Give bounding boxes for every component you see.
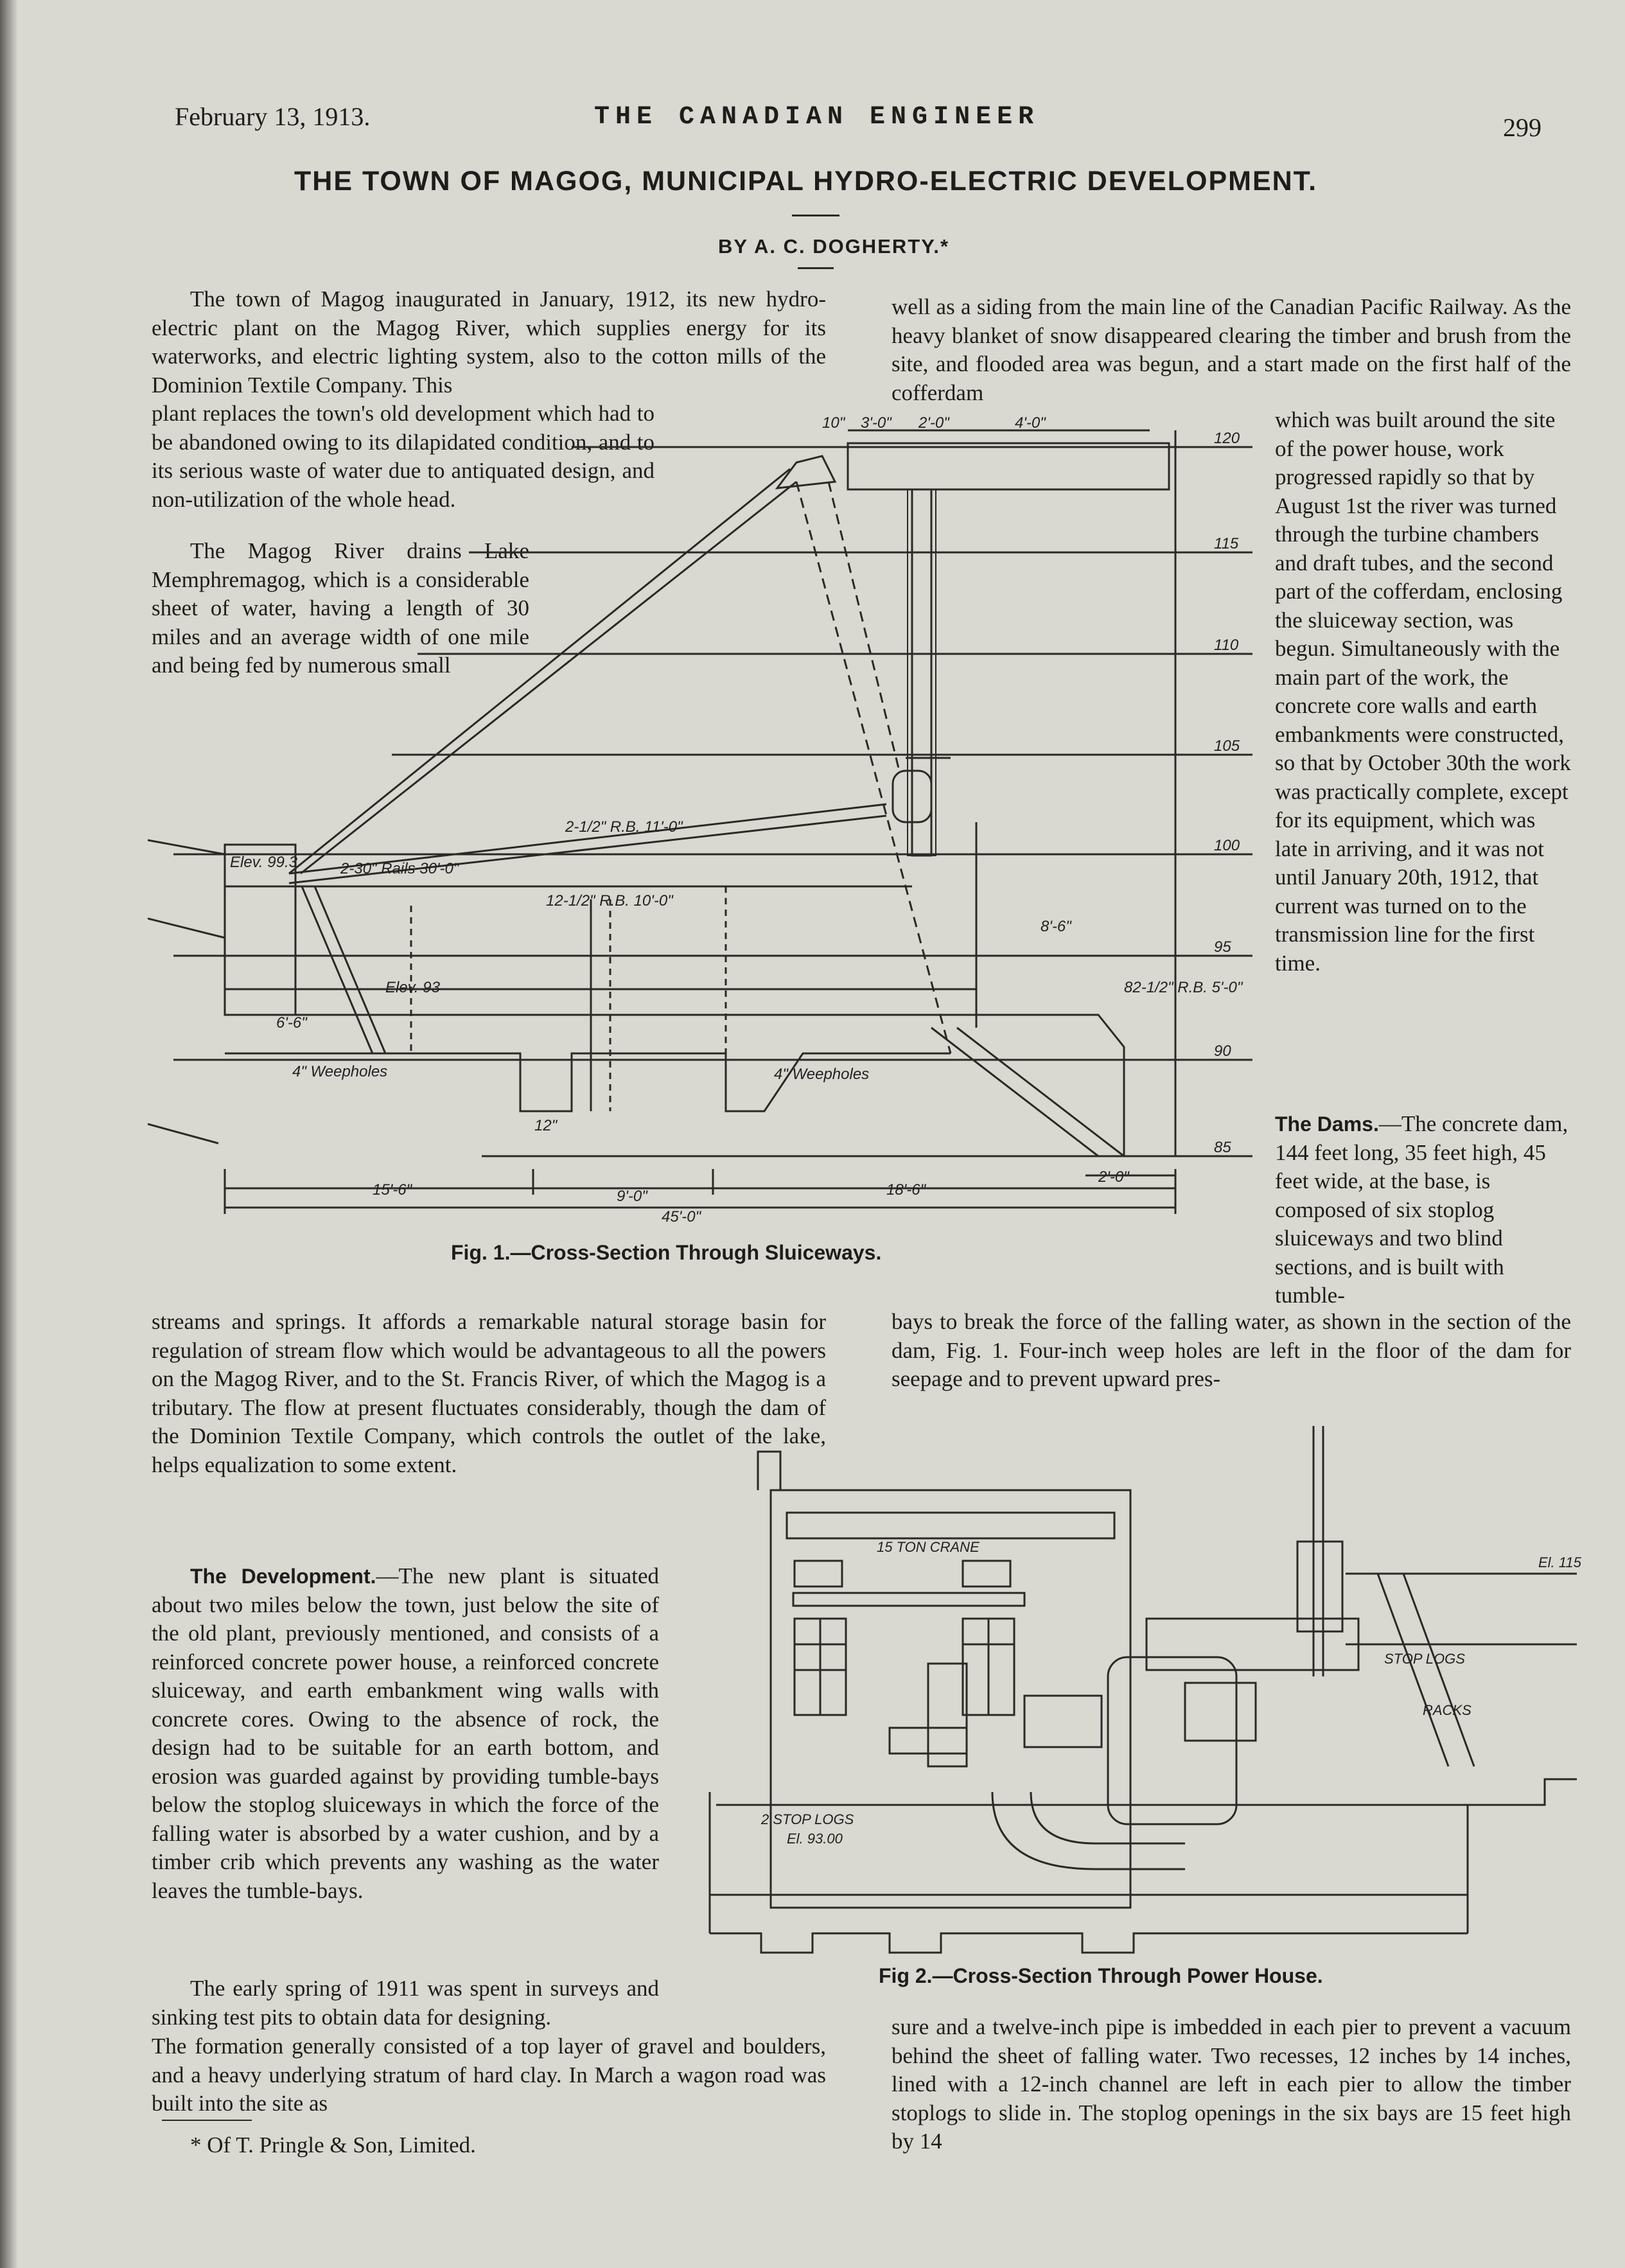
fig1-dim-12in: 12" (534, 1117, 558, 1134)
fig1-dim-9-0: 9'-0" (617, 1188, 647, 1205)
fig1-caption: Fig. 1.—Cross-Section Through Sluiceways. (451, 1241, 882, 1264)
fig1-elev-110: 110 (1214, 637, 1239, 654)
col1-intro-paragraph: The town of Magog inaugurated in January, 1912, its new hydro-electric plant on the Magog River, which supplies energy for its waterworks, and electric lighting system, also to the cotton mills of the Dominion Textile Company. This (152, 286, 826, 398)
article-byline: BY A. C. DOGHERTY.* (718, 235, 950, 258)
col2-top-paragraph: well as a siding from the main line of the Canadian Pacific Railway. As the heavy blanket of snow disappeared clearing the timber and brush from the site, and flooded area was begun, and a start made on the first half of the cofferdam (892, 294, 1571, 405)
fig1-dim-4-0: 4'-0" (1015, 414, 1046, 432)
fig1-elev-85: 85 (1214, 1139, 1231, 1156)
col2-bottom-paragraph: sure and a twelve-inch pipe is imbedded in each pier to prevent a vacuum behind the sheet of falling water. Two recesses, 12 inches by 14 inches, lined with a 12-inch channel are left in each pier to allow the timber stoplogs to slide in. The stoplog openings in the six bays are 15 feet high by 14 (892, 2014, 1571, 2154)
fig1-dim-6-6: 6'-6" (276, 1014, 307, 1032)
fig1-elev-99-label: Elev. 99.3 (230, 854, 297, 871)
header-date: February 13, 1913. (175, 102, 371, 131)
fig1-elev-93-label: Elev. 93 (385, 979, 440, 996)
fig1-elev-120: 120 (1214, 430, 1240, 447)
fig1-dim-45-0: 45'-0" (662, 1208, 701, 1226)
fig1-bars-label-1: 2-1/2" R.B. 11'-0" (565, 818, 683, 836)
col1-spring-paragraph-b: The formation generally consisted of a top layer of gravel and boulders, and a heavy underlying stratum of hard clay. In March a wagon road was built into the site as (152, 2034, 826, 2116)
fig2-stop-logs-label: STOP LOGS (1384, 1651, 1465, 1667)
fig1-elev-100: 100 (1214, 837, 1240, 854)
development-text: —The new plant is situated about two miles below the town, just below the site of the old plant, previously mentioned, and consists of a reinforced concrete power house, a reinforced concrete sluiceway, and earth embankment wing walls with concrete cores. Owing to the absence of rock, the design had to be suitable for an earth bottom, and erosion was guarded against by providing tumble-bays below the stoplog sluiceways in which the force of the falling water is absorbed by a water cushion, and by a timber crib which prevents any washing as the water leaves the tumble-bays. (152, 1563, 660, 1903)
fig1-weepholes-right: 4" Weepholes (774, 1066, 870, 1083)
fig1-elev-90: 90 (1214, 1042, 1231, 1060)
col1-spring-paragraph-a: The early spring of 1911 was spent in surveys and sinking test pits to obtain data for designing. (152, 1976, 659, 2030)
fig1-dim-2-0-b: 2'-0" (1098, 1168, 1129, 1186)
byline-rule (798, 267, 834, 269)
col1-lake-paragraph: The Magog River drains Lake Memphremagog, which is a considerable sheet of water, having a length of 30 miles and an average width of one mile and being fed by numerous small (152, 538, 529, 678)
col2-narrow-paragraph: which was built around the site of the power house, work progressed rapidly so that by August 1st the river was turned through the turbine chambers and draft tubes, and the second part of the cofferdam, enclosing the sluiceway section, was begun. Simultaneously with the main part of the work, the concrete core walls and earth embankments were constructed, so that by October 30th the work was practically complete, except for its equipment, which was late in arriving, and it was not until January 20th, 1912, that current was turned on to the transmission line for the first time. (1275, 407, 1571, 976)
article-title: THE TOWN OF MAGOG, MUNICIPAL HYDRO-ELECTRIC DEVELOPMENT. (294, 166, 1318, 197)
fig1-dim-18-6: 18'-6" (886, 1181, 926, 1199)
development-subheading: The Development. (190, 1565, 376, 1588)
fig1-weepholes-left: 4" Weepholes (292, 1063, 388, 1080)
page-edge-shadow (0, 0, 18, 2268)
footnote: * Of T. Pringle & Son, Limited. (190, 2132, 476, 2158)
dams-subheading: The Dams. (1275, 1112, 1379, 1136)
dams-text: —The concrete dam, 144 feet long, 35 feet high, 45 feet wide, at the base, is composed of six stoplog sluiceways and two blind sections, and is built with tumble- (1275, 1111, 1568, 1308)
fig1-sluiceway-section (148, 411, 1278, 1227)
col2-dams-paragraph (1275, 1110, 1571, 1310)
fig2-el-93-label: El. 93.00 (787, 1831, 843, 1847)
footnote-rule (162, 2120, 252, 2121)
fig1-bars-label-2: 2-30" Rails 30'-0" (340, 860, 459, 877)
fig1-elev-115: 115 (1214, 535, 1239, 552)
fig2-el-115-label: El. 115 (1538, 1554, 1581, 1570)
fig2-caption: Fig 2.—Cross-Section Through Power House. (879, 1964, 1323, 1987)
title-rule (792, 215, 839, 216)
page-number: 299 (1503, 113, 1542, 142)
fig1-dim-8-6: 8'-6" (1041, 918, 1071, 935)
fig2-stop-logs-low-label: 2 STOP LOGS (761, 1811, 854, 1827)
fig1-elev-105: 105 (1214, 737, 1240, 755)
fig1-dim-10in: 10" (822, 414, 845, 432)
col2-dams-continued: bays to break the force of the falling water, as shown in the section of the dam, Fig. 1. Four-inch weep holes are left in the floor of the dam for seepage and to prevent upward pres- (892, 1309, 1571, 1391)
fig2-powerhouse-section (697, 1407, 1590, 1972)
magazine-title: THE CANADIAN ENGINEER (594, 103, 1040, 132)
fig2-racks-label: RACKS (1423, 1702, 1471, 1718)
fig1-dim-15-6: 15'-6" (373, 1181, 412, 1199)
fig1-dim-2-0: 2'-0" (918, 414, 949, 432)
col1-intro-paragraph-narrow: plant replaces the town's old development which had to be abandoned owing to its dilapidated condition, and to its serious waste of water due to antiquated design, and non-utilization of the whole head. (152, 401, 654, 512)
fig1-bars-label-3: 12-1/2" R.B. 10'-0" (546, 892, 673, 910)
col1-streams-paragraph: streams and springs. It affords a remarkable natural storage basin for regulation of stream flow which would be advantageous to all the powers on the Magog River, and to the St. Francis River, of which the Magog is a tributary. The flow at present fluctuates considerably, though the dam of the Dominion Textile Company, which controls the outlet of the lake, helps equalization to some extent. (152, 1309, 826, 1477)
fig1-elev-95: 95 (1214, 938, 1231, 956)
fig1-dim-3-0: 3'-0" (861, 414, 892, 432)
fig2-crane-label: 15 TON CRANE (877, 1539, 979, 1555)
col1-development-paragraph (152, 1562, 659, 1905)
fig1-bars-label-4: 82-1/2" R.B. 5'-0" (1124, 979, 1243, 996)
